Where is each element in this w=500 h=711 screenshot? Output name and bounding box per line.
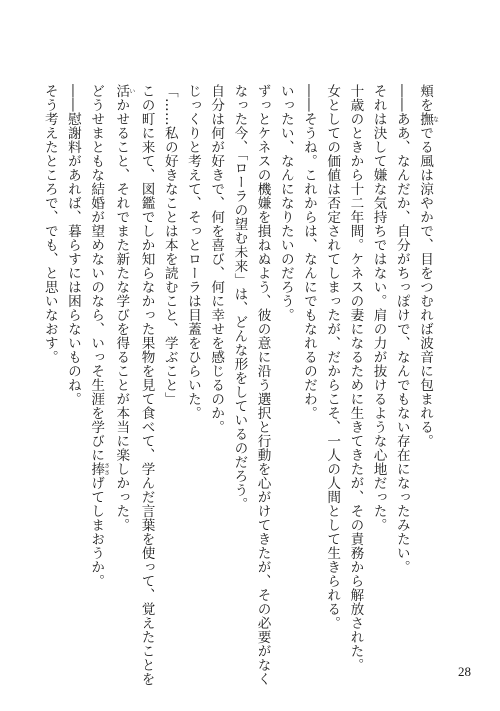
body-text [38, 84, 439, 686]
text-line: それは決して嫌な気持ちではない。肩の力が抜けるような心地だった。 [370, 84, 387, 532]
page-number: 28 [458, 664, 471, 679]
text-line: そう考えたところで、でも、と思いなおす。 [41, 84, 58, 364]
text-line: ――ああ、なんだか、自分がちっぽけで、なんでもない存在になったみたい。 [393, 84, 410, 574]
text-line: なった今、「ローラの望む未来」は、どんな形をしているのだろう。 [231, 84, 248, 512]
text-line: ずっとケネスの機嫌を損ねぬよう、彼の意に沿う選択と行動を心がけてきたが、その必要がなく [254, 84, 271, 686]
text-line: 女としての価値は否定されてしまったが、だからこそ、一人の人間として生きられる。 [324, 84, 341, 630]
text-line: ――慰謝料があれば、暮らすには困らないものね。 [64, 84, 81, 406]
text-line: 「……私の好きなことは本を読むこと、学ぶこと」 [161, 84, 178, 406]
text-line: じっくりと考えて、そっとローラは目蓋をひらいた。 [184, 84, 201, 420]
text-line: どうせまともな結婚が望めないのなら、いっそ生涯を学びに捧ささげてしまおうか。 [88, 84, 110, 588]
text-line: ――そうね。これからは、なんにでもなれるのだわ。 [300, 84, 317, 420]
text-line: この町に来て、図鑑でしか知らなかった果物を見て食べて、学んだ言葉を使って、覚えたことを [138, 84, 155, 686]
text-line: いったい、なんになりたいのだろう。 [277, 84, 294, 322]
text-line: 頬を撫なでる風は涼やかで、目をつむれば波音に包まれる。 [417, 84, 439, 448]
text-line: 十歳のときから十二年間。ケネスの妻になるために生きてきたが、その責務から解放された。 [347, 84, 364, 672]
text-line: 活いかせること、それでまた新たな学びを得ることが本当に楽しかった。 [113, 84, 135, 532]
text-line: 自分は何が好きで、何を喜び、何に幸せを感じるのか。 [208, 84, 225, 434]
